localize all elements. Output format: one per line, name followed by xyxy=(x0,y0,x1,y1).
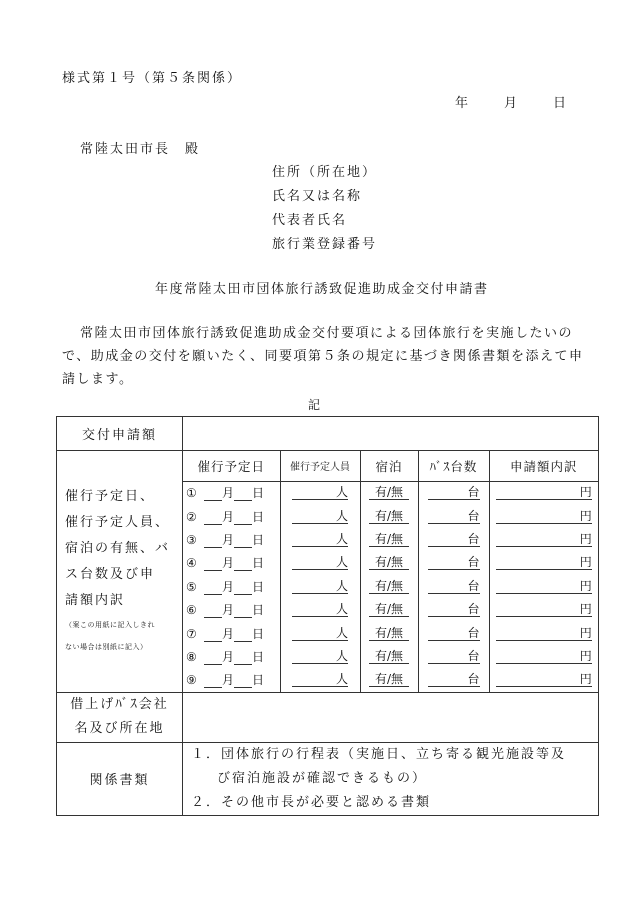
detail-row xyxy=(183,481,598,504)
stay-option: 有/無 xyxy=(369,579,409,594)
applicant-name-label: 氏名又は名称 xyxy=(272,189,363,204)
month-blank[interactable] xyxy=(204,651,222,665)
day-blank[interactable] xyxy=(234,557,252,571)
day-blank[interactable] xyxy=(234,604,252,618)
stay-cell[interactable] xyxy=(360,668,418,691)
column-header: 申請額内訳 xyxy=(489,451,598,481)
detail-row xyxy=(183,575,598,598)
detail-label-line: 催行予定人員、 xyxy=(65,515,171,531)
yen-unit: 円 xyxy=(496,532,592,547)
day-label: 日 xyxy=(252,579,265,594)
persons-unit: 人 xyxy=(292,602,348,617)
detail-row xyxy=(183,598,598,621)
bus-unit: 台 xyxy=(428,532,480,547)
stay-option: 有/無 xyxy=(369,672,409,687)
yen-unit: 円 xyxy=(496,649,592,664)
document-number: ２． xyxy=(191,794,222,810)
stay-cell[interactable] xyxy=(360,504,418,527)
stay-option: 有/無 xyxy=(369,532,409,547)
date-cell[interactable] xyxy=(183,598,280,621)
month-label: 月 xyxy=(222,486,235,501)
day-label: 日 xyxy=(252,603,265,618)
month-blank[interactable] xyxy=(204,581,222,595)
stay-cell[interactable] xyxy=(360,528,418,551)
stay-option: 有/無 xyxy=(369,602,409,617)
date-cell[interactable] xyxy=(183,504,280,527)
row-number: ⑧ xyxy=(186,649,197,664)
detail-row xyxy=(183,528,598,551)
month-label: 月 xyxy=(222,626,235,641)
date-cell[interactable] xyxy=(183,551,280,574)
bus-unit: 台 xyxy=(428,485,480,500)
month-blank[interactable] xyxy=(204,511,222,525)
bus-cell[interactable] xyxy=(418,504,489,527)
month-label: 月 xyxy=(222,649,235,664)
detail-row xyxy=(183,551,598,574)
yen-unit: 円 xyxy=(496,555,592,570)
month-label: 月 xyxy=(222,509,235,524)
day-label: 日 xyxy=(252,486,265,501)
day-blank[interactable] xyxy=(234,628,252,642)
day-blank[interactable] xyxy=(234,651,252,665)
detail-label xyxy=(57,451,183,693)
persons-unit: 人 xyxy=(292,485,348,500)
date-line xyxy=(455,92,602,111)
detail-grid-cell xyxy=(183,451,599,693)
row-number: ④ xyxy=(186,556,197,571)
document-text-cont: び宿泊施設が確認できるもの） xyxy=(217,770,428,786)
bus-cell[interactable] xyxy=(418,621,489,644)
month-blank[interactable] xyxy=(204,674,222,688)
document-title: 年度常陸太田市団体旅行誘致促進助成金交付申請書 xyxy=(155,282,489,297)
detail-row xyxy=(183,668,598,691)
bus-cell[interactable] xyxy=(418,551,489,574)
date-cell[interactable] xyxy=(183,645,280,668)
stay-cell[interactable] xyxy=(360,645,418,668)
day-blank[interactable] xyxy=(234,674,252,688)
detail-grid xyxy=(183,451,598,692)
bus-company-label-line: 借上げﾊﾞｽ会社 xyxy=(70,697,169,713)
persons-cell[interactable] xyxy=(280,528,360,551)
addressee: 常陸太田市長 殿 xyxy=(80,142,201,157)
persons-cell[interactable] xyxy=(280,551,360,574)
application-amount-label: 交付申請額 xyxy=(57,417,183,451)
stay-cell[interactable] xyxy=(360,551,418,574)
row-number: ⑨ xyxy=(186,673,197,688)
application-amount-field[interactable] xyxy=(183,417,599,451)
document-text: その他市長が必要と認める書類 xyxy=(221,794,432,810)
persons-cell[interactable] xyxy=(280,504,360,527)
detail-row xyxy=(183,504,598,527)
bus-unit: 台 xyxy=(428,672,480,687)
day-label: 日 xyxy=(252,673,265,688)
detail-label-line: 催行予定日、 xyxy=(65,489,156,505)
column-header: 催行予定人員 xyxy=(280,451,360,481)
stay-cell[interactable] xyxy=(360,598,418,621)
row-number: ② xyxy=(186,509,197,524)
day-blank[interactable] xyxy=(234,581,252,595)
bus-unit: 台 xyxy=(428,626,480,641)
month-label: 月 xyxy=(222,556,235,571)
yen-cell[interactable] xyxy=(489,598,598,621)
persons-cell[interactable] xyxy=(280,668,360,691)
date-cell[interactable] xyxy=(183,621,280,644)
bus-cell[interactable] xyxy=(418,575,489,598)
persons-unit: 人 xyxy=(292,649,348,664)
month-blank[interactable] xyxy=(204,604,222,618)
month-blank[interactable] xyxy=(204,628,222,642)
applicant-address-label: 住所（所在地） xyxy=(272,165,378,180)
row-number: ⑥ xyxy=(186,603,197,618)
day-label: 日 xyxy=(252,532,265,547)
yen-unit: 円 xyxy=(496,579,592,594)
stay-option: 有/無 xyxy=(369,555,409,570)
applicant-representative-label: 代表者氏名 xyxy=(272,213,348,228)
row-number: ③ xyxy=(186,532,197,547)
persons-unit: 人 xyxy=(292,579,348,594)
day-label: 日 xyxy=(252,509,265,524)
date-cell[interactable] xyxy=(183,528,280,551)
persons-unit: 人 xyxy=(292,532,348,547)
row-number: ① xyxy=(186,486,197,501)
row-number: ⑤ xyxy=(186,579,197,594)
documents-label: 関係書類 xyxy=(57,742,183,815)
document-number: １． xyxy=(191,746,222,762)
form-number: 様式第１号（第５条関係） xyxy=(62,71,243,86)
column-header: 催行予定日 xyxy=(183,451,280,481)
persons-cell[interactable] xyxy=(280,481,360,504)
bus-cell[interactable] xyxy=(418,645,489,668)
month-blank[interactable] xyxy=(204,487,222,501)
stay-option: 有/無 xyxy=(369,649,409,664)
persons-unit: 人 xyxy=(292,626,348,641)
bus-cell[interactable] xyxy=(418,598,489,621)
stay-option: 有/無 xyxy=(369,485,409,500)
bus-company-field[interactable] xyxy=(183,692,599,742)
body-paragraph xyxy=(62,322,592,391)
day-blank[interactable] xyxy=(234,487,252,501)
month-label: 月 xyxy=(222,603,235,618)
date-cell[interactable] xyxy=(183,575,280,598)
month-label: 月 xyxy=(222,579,235,594)
month-blank[interactable] xyxy=(204,534,222,548)
yen-cell[interactable] xyxy=(489,621,598,644)
month-label: 月 xyxy=(222,532,235,547)
detail-label-line: ス台数及び申 xyxy=(65,567,156,583)
detail-label-line: 請額内訳 xyxy=(65,593,126,609)
yen-unit: 円 xyxy=(496,509,592,524)
persons-unit: 人 xyxy=(292,509,348,524)
persons-cell[interactable] xyxy=(280,621,360,644)
day-label: 日 xyxy=(252,626,265,641)
document-item xyxy=(191,743,590,791)
body-text: 常陸太田市団体旅行誘致促進助成金交付要項による団体旅行を実施したいので、助成金の交付を願いたく、同要項第５条の規定に基づき関係書類を添えて申請します。 xyxy=(62,326,584,387)
month-blank[interactable] xyxy=(204,557,222,571)
day-label: 日 xyxy=(252,649,265,664)
day-blank[interactable] xyxy=(234,511,252,525)
date-cell[interactable] xyxy=(183,668,280,691)
date-year-label: 年 xyxy=(455,96,471,111)
stay-option: 有/無 xyxy=(369,626,409,641)
yen-cell[interactable] xyxy=(489,481,598,504)
persons-unit: 人 xyxy=(292,555,348,570)
yen-unit: 円 xyxy=(496,485,592,500)
bus-unit: 台 xyxy=(428,579,480,594)
detail-label-line: 宿泊の有無、バ xyxy=(65,541,171,557)
bus-unit: 台 xyxy=(428,555,480,570)
stay-option: 有/無 xyxy=(369,509,409,524)
detail-row xyxy=(183,645,598,668)
application-table xyxy=(56,416,599,816)
month-label: 月 xyxy=(222,673,235,688)
column-header: 宿泊 xyxy=(360,451,418,481)
persons-cell[interactable] xyxy=(280,575,360,598)
bus-cell[interactable] xyxy=(418,481,489,504)
yen-cell[interactable] xyxy=(489,528,598,551)
bus-unit: 台 xyxy=(428,649,480,664)
detail-row xyxy=(183,621,598,644)
date-month-label: 月 xyxy=(504,96,520,111)
day-label: 日 xyxy=(252,556,265,571)
detail-note: ない場合は別紙に記入） xyxy=(65,643,148,652)
persons-cell[interactable] xyxy=(280,598,360,621)
bus-company-label-line: 名及び所在地 xyxy=(74,721,165,737)
yen-cell[interactable] xyxy=(489,504,598,527)
yen-cell[interactable] xyxy=(489,645,598,668)
document-item xyxy=(191,791,590,815)
date-cell[interactable] xyxy=(183,481,280,504)
column-header: ﾊﾞｽ台数 xyxy=(418,451,489,481)
yen-unit: 円 xyxy=(496,602,592,617)
ki-label: 記 xyxy=(308,398,321,412)
documents-list xyxy=(183,742,599,815)
persons-cell[interactable] xyxy=(280,645,360,668)
persons-unit: 人 xyxy=(292,672,348,687)
bus-cell[interactable] xyxy=(418,528,489,551)
bus-unit: 台 xyxy=(428,509,480,524)
stay-cell[interactable] xyxy=(360,481,418,504)
bus-cell[interactable] xyxy=(418,668,489,691)
yen-cell[interactable] xyxy=(489,668,598,691)
yen-cell[interactable] xyxy=(489,575,598,598)
bus-unit: 台 xyxy=(428,602,480,617)
bus-company-label xyxy=(57,692,183,742)
stay-cell[interactable] xyxy=(360,621,418,644)
applicant-registration-label: 旅行業登録番号 xyxy=(272,237,378,252)
row-number: ⑦ xyxy=(186,626,197,641)
document-text: 団体旅行の行程表（実施日、立ち寄る観光施設等及 xyxy=(221,746,567,762)
yen-cell[interactable] xyxy=(489,551,598,574)
stay-cell[interactable] xyxy=(360,575,418,598)
date-day-label: 日 xyxy=(553,96,569,111)
day-blank[interactable] xyxy=(234,534,252,548)
yen-unit: 円 xyxy=(496,626,592,641)
yen-unit: 円 xyxy=(496,672,592,687)
detail-note: （案この用紙に記入しきれ xyxy=(65,621,155,630)
